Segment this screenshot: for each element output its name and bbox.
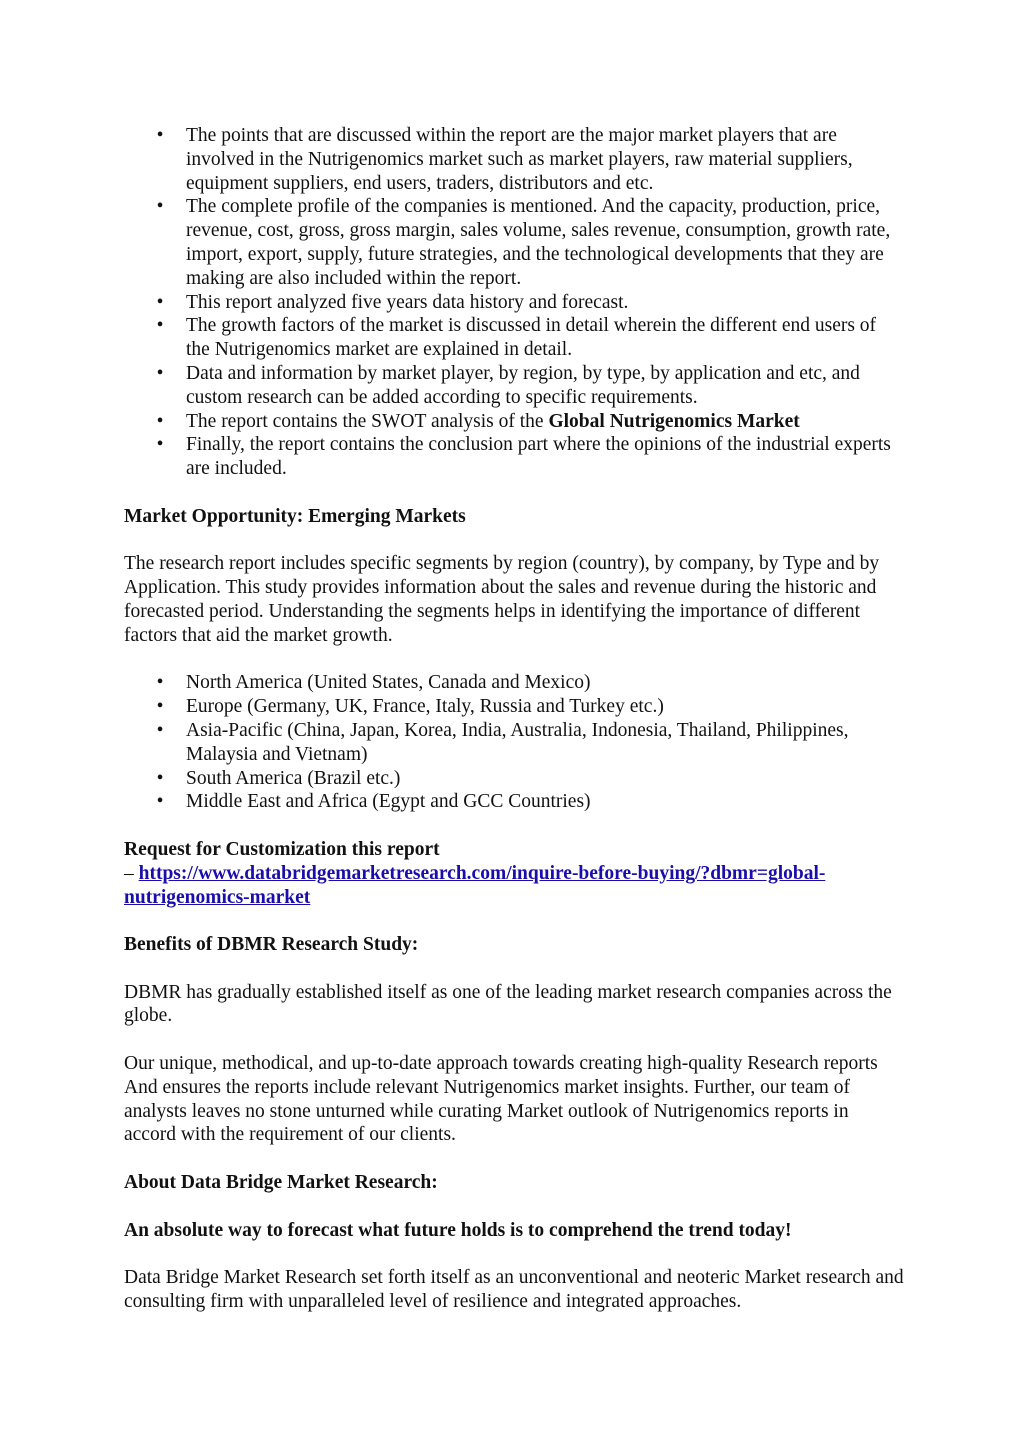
market-opportunity-heading: Market Opportunity: Emerging Markets (124, 505, 466, 527)
list-item: • The complete profile of the companies is mentioned. And the capacity, production, price, revenue, cost, gross, gross margin, sales volume, sales revenue, consumption, growth rate, import, export, supply, future strategies, and the technological developments that they are making are also included within the report. (156, 196, 891, 289)
market-opportunity-paragraph: The research report includes specific segments by region (country), by company, by Type and by Application. This study provides information about the sales and revenue during the historic and forecasted period. Understanding the segments helps in identifying the importance of different factors that aid the market growth. (124, 553, 880, 646)
list-item: • Middle East and Africa (Egypt and GCC Countries) (156, 791, 591, 813)
benefits-paragraph-2: Our unique, methodical, and up-to-date approach towards creating high-quality Research reports And ensures the reports include relevant Nutrigenomics market insights. Further, our team of analysts leaves no stone unturned while curating Market outlook of Nutrigenomics reports in accord with the requirement of our clients. (124, 1053, 878, 1146)
dash: – (124, 862, 139, 884)
about-tagline: An absolute way to forecast what future holds is to comprehend the trend today! (124, 1219, 792, 1241)
list-item: • Europe (Germany, UK, France, Italy, Russia and Turkey etc.) (156, 696, 664, 718)
report-points-list (124, 124, 904, 481)
bullet-icon: • (156, 696, 164, 718)
about-paragraph: Data Bridge Market Research set forth itself as an unconventional and neoteric Market research and consulting firm with unparalleled level of resilience and integrated approaches. (124, 1267, 904, 1313)
about-heading: About Data Bridge Market Research: (124, 1172, 438, 1194)
benefits-paragraph-1: DBMR has gradually established itself as one of the leading market research companies across the globe. (124, 981, 892, 1027)
market-name: Global Nutrigenomics Market (548, 410, 800, 432)
bullet-icon: • (156, 196, 164, 218)
inquire-before-buying-link[interactable]: https://www.databridgemarketresearch.com/inquire-before-buying/?dbmr=global-nutrigenomics-market (124, 862, 826, 908)
bullet-icon: • (156, 362, 164, 384)
list-item: • The points that are discussed within the report are the major market players that are involved in the Nutrigenomics market such as market players, raw material suppliers, equipment suppliers, end users, traders, distributors and etc. (156, 125, 853, 194)
list-item: • Data and information by market player, by region, by type, by application and etc, and custom research can be added according to specific requirements. (156, 362, 860, 408)
bullet-icon: • (156, 434, 164, 456)
list-item: • The report contains the SWOT analysis of the Global Nutrigenomics Market (156, 410, 800, 432)
document-page (124, 124, 904, 1314)
customization-link-line (124, 862, 904, 910)
list-item: • South America (Brazil etc.) (156, 767, 401, 789)
bullet-icon: • (156, 410, 164, 432)
bullet-icon: • (156, 791, 164, 813)
bullet-icon: • (156, 315, 164, 337)
customization-heading: Request for Customization this report (124, 838, 440, 860)
bullet-icon: • (156, 719, 164, 741)
bullet-icon: • (156, 672, 164, 694)
bullet-icon: • (156, 767, 164, 789)
benefits-heading: Benefits of DBMR Research Study: (124, 934, 419, 956)
bullet-icon: • (156, 291, 164, 313)
bullet-icon: • (156, 125, 164, 146)
list-item: • Finally, the report contains the conclusion part where the opinions of the industrial experts are included. (156, 434, 891, 480)
list-item: • Asia-Pacific (China, Japan, Korea, India, Australia, Indonesia, Thailand, Philippines, Malaysia and Vietnam) (156, 719, 849, 765)
list-item: • This report analyzed five years data history and forecast. (156, 291, 629, 313)
list-item: • The growth factors of the market is discussed in detail wherein the different end users of the Nutrigenomics market are explained in detail. (156, 315, 877, 361)
list-item: • North America (United States, Canada and Mexico) (156, 672, 591, 694)
regions-list (124, 671, 904, 814)
